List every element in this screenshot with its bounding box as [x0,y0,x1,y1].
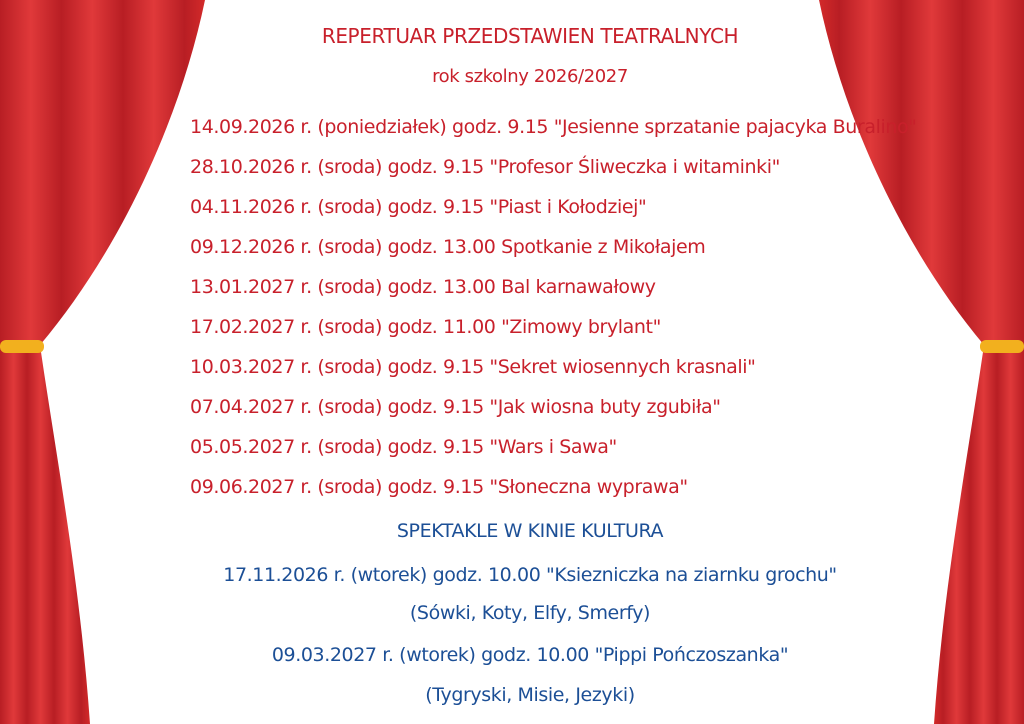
cinema-show-item: 17.11.2026 r. (wtorek) godz. 10.00 "Ksiezniczka na ziarnku grochu" [223,564,837,586]
show-item: 07.04.2027 r. (sroda) godz. 9.15 "Jak wiosna buty zgubiła" [190,396,721,418]
repertoire-content [190,0,917,724]
show-item: 10.03.2027 r. (sroda) godz. 9.15 "Sekret wiosennych krasnali" [190,356,756,378]
left-tieback [0,340,44,353]
cinema-section-title: SPEKTAKLE W KINIE KULTURA [396,520,664,542]
show-item: 05.05.2027 r. (sroda) godz. 9.15 "Wars i Sawa" [190,436,617,458]
show-item: 13.01.2027 r. (sroda) godz. 13.00 Bal karnawałowy [190,276,656,298]
show-item: 04.11.2026 r. (sroda) godz. 9.15 "Piast i Kołodziej" [190,196,647,218]
left-curtain [0,0,205,724]
cinema-show-item: 09.03.2027 r. (wtorek) godz. 10.00 "Pippi Pończoszanka" [271,644,789,666]
page-title: REPERTUAR PRZEDSTAWIEN TEATRALNYCH [321,24,739,48]
show-item: 17.02.2027 r. (sroda) godz. 11.00 "Zimowy brylant" [190,316,661,338]
cinema-show-groups: (Sówki, Koty, Elfy, Smerfy) [409,602,651,624]
show-item: 09.06.2027 r. (sroda) godz. 9.15 "Słoneczna wyprawa" [190,476,688,498]
show-item: 14.09.2026 r. (poniedziałek) godz. 9.15 "Jesienne sprzatanie pajacyka Buralino" [190,116,917,138]
right-tieback [980,340,1024,353]
show-item: 09.12.2026 r. (sroda) godz. 13.00 Spotkanie z Mikołajem [190,236,706,258]
school-year: rok szkolny 2026/2027 [432,66,628,87]
show-item: 28.10.2026 r. (sroda) godz. 9.15 "Profesor Śliweczka i witaminki" [190,156,780,178]
cinema-show-groups: (Tygryski, Misie, Jezyki) [425,684,635,706]
